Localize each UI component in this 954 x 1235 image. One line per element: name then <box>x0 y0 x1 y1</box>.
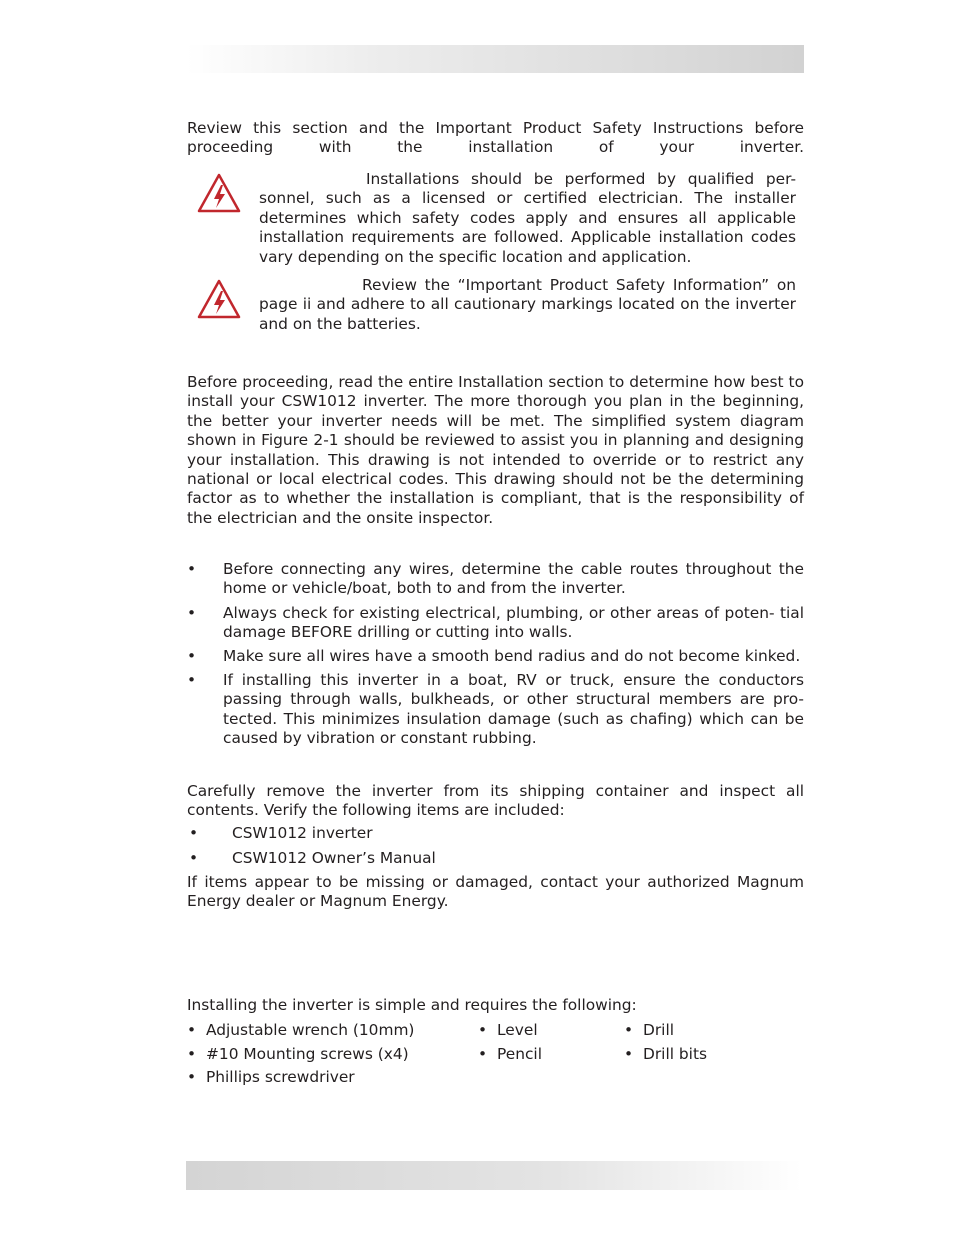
planning-paragraph: Before proceeding, read the entire Installation section to determine how best to install your CSW1012 inverter. The more thorough you plan in the beginning, the better your inverter needs will be met. The simplified system diagram shown in Figure 2-1 should be reviewed to assist you in planning and designing your installation. This drawing is not intended to override or to restrict any national or local electrical codes. This drawing should not be the determining factor as to whether the installation is compliant, that is the responsibility of the electrician and the onsite inspector. <box>187 373 804 527</box>
tool-label: Phillips screwdriver <box>206 1068 355 1086</box>
list-item <box>624 1021 674 1040</box>
list-item-text: CSW1012 inverter <box>232 824 373 842</box>
bullet: • <box>187 1068 197 1086</box>
list-item <box>624 1045 707 1064</box>
list-item <box>187 1021 414 1040</box>
electrical-hazard-icon <box>197 173 241 213</box>
list-item <box>187 560 804 600</box>
list-item <box>478 1021 538 1040</box>
bullet: • <box>478 1021 488 1039</box>
tool-label: Pencil <box>497 1045 542 1063</box>
list-item-text: CSW1012 Owner’s Manual <box>232 849 436 867</box>
list-item <box>187 647 804 667</box>
bullet: • <box>187 560 197 578</box>
bullet: • <box>624 1021 634 1039</box>
intro-paragraph: Review this section and the Important Product Safety Instructions before proceeding with the installation of your inverter. <box>187 119 804 157</box>
list-item <box>187 824 804 844</box>
warning-text: Review the “Important Product Safety Information” on page ii and adhere to all cautionary markings located on the inverter and on the batteries. <box>259 276 796 333</box>
tool-label: Adjustable wrench (10mm) <box>206 1021 415 1039</box>
unpacking-paragraph: Carefully remove the inverter from its shipping container and inspect all contents. Verify the following items are included: <box>187 782 804 820</box>
list-item-text: Before connecting any wires, determine the cable routes throughout the home or vehicle/boat, both to and from the inverter. <box>223 560 804 598</box>
tools-intro: Installing the inverter is simple and requires the following: <box>187 996 637 1014</box>
list-item-text: Always check for existing electrical, plumbing, or other areas of poten- tial damage BEFORE drilling or cutting into walls. <box>223 604 804 642</box>
bullet: • <box>624 1045 634 1063</box>
bullet: • <box>189 849 199 867</box>
bullet: • <box>187 647 197 665</box>
list-item <box>187 604 804 644</box>
tool-label: Drill <box>643 1021 675 1039</box>
footer-bar <box>186 1161 802 1190</box>
list-item <box>187 849 804 869</box>
tool-label: Drill bits <box>643 1045 707 1063</box>
bullet: • <box>187 671 197 689</box>
list-item <box>187 1068 355 1087</box>
list-item-text: Make sure all wires have a smooth bend radius and do not become kinked. <box>223 647 801 665</box>
bullet: • <box>187 1045 197 1063</box>
bullet: • <box>187 604 197 622</box>
header-bar <box>186 45 804 73</box>
list-item <box>187 671 804 751</box>
warning-text: Installations should be performed by qualified per- sonnel, such as a licensed or certified electrician. The installer determines which safety codes apply and ensures all applicable installation requirements are followed. Applicable installation codes vary depending on the specific location and application. <box>259 170 796 266</box>
list-item <box>478 1045 542 1064</box>
bullet: • <box>189 824 199 842</box>
bullet: • <box>187 1021 197 1039</box>
electrical-hazard-icon <box>197 279 241 319</box>
tool-label: Level <box>497 1021 538 1039</box>
list-item <box>187 1045 409 1064</box>
tool-label: #10 Mounting screws (x4) <box>206 1045 409 1063</box>
unpacking-note: If items appear to be missing or damaged, contact your authorized Magnum Energy dealer or Magnum Energy. <box>187 873 804 911</box>
list-item-text: If installing this inverter in a boat, RV or truck, ensure the conductors passing through walls, bulkheads, or other structural members are pro- tected. This minimizes insulation damage (such as chafing) which can be caused by vibration or constant rubbing. <box>223 671 804 748</box>
bullet: • <box>478 1045 488 1063</box>
